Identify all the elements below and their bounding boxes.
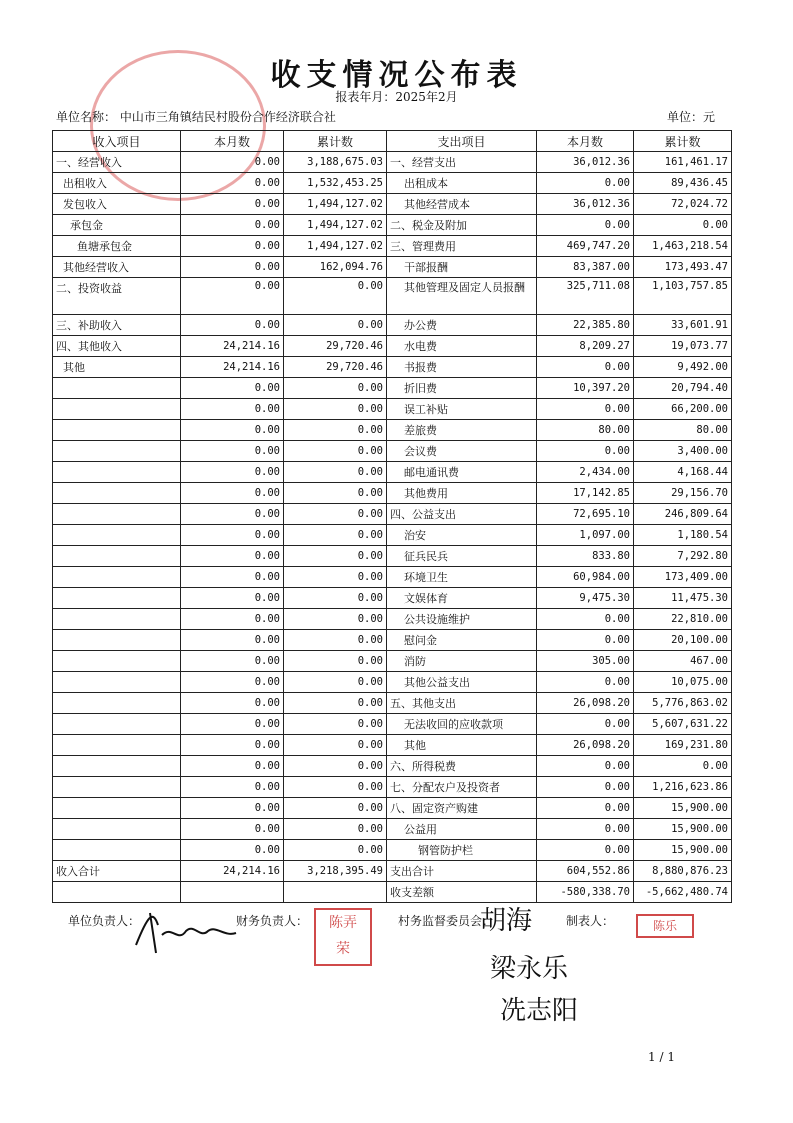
table-row	[53, 735, 732, 756]
cell-expense-cumulative: 19,073.77	[634, 336, 732, 357]
cell-income-month: 0.00	[181, 735, 284, 756]
cell-expense-item: 会议费	[387, 441, 537, 462]
cell-income-item	[53, 819, 181, 840]
cell-expense-item: 折旧费	[387, 378, 537, 399]
cell-income-cumulative: 1,494,127.02	[284, 194, 387, 215]
header-expense-item: 支出项目	[387, 131, 537, 152]
cell-income-cumulative: 0.00	[284, 420, 387, 441]
table-row	[53, 420, 732, 441]
cell-income-item	[53, 651, 181, 672]
header-income-month: 本月数	[181, 131, 284, 152]
table-row	[53, 152, 732, 173]
table-row	[53, 651, 732, 672]
table-row	[53, 630, 732, 651]
cell-expense-item: 办公费	[387, 315, 537, 336]
cell-income-item: 三、补助收入	[53, 315, 181, 336]
table-row	[53, 819, 732, 840]
table-row	[53, 714, 732, 735]
cell-income-month: 0.00	[181, 278, 284, 315]
cell-expense-cumulative: 1,180.54	[634, 525, 732, 546]
cell-income-month: 0.00	[181, 588, 284, 609]
cell-expense-item: 其他经营成本	[387, 194, 537, 215]
cell-expense-cumulative: 20,794.40	[634, 378, 732, 399]
cell-expense-month: 60,984.00	[537, 567, 634, 588]
cell-expense-month: 0.00	[537, 441, 634, 462]
unit-head-label: 单位负责人：	[68, 914, 141, 928]
cell-expense-month: 9,475.30	[537, 588, 634, 609]
cell-expense-item: 征兵民兵	[387, 546, 537, 567]
cell-income-item	[53, 483, 181, 504]
cell-income-month: 0.00	[181, 236, 284, 257]
table-row	[53, 609, 732, 630]
cell-expense-cumulative: 22,810.00	[634, 609, 732, 630]
cell-expense-item: 书报费	[387, 357, 537, 378]
cell-income-month: 0.00	[181, 399, 284, 420]
cell-income-item: 承包金	[53, 215, 181, 236]
cell-expense-cumulative: 1,216,623.86	[634, 777, 732, 798]
table-row	[53, 672, 732, 693]
cell-expense-cumulative: 80.00	[634, 420, 732, 441]
cell-expense-cumulative: 3,400.00	[634, 441, 732, 462]
cell-income-item	[53, 546, 181, 567]
cell-expense-month: 0.00	[537, 819, 634, 840]
preparer-label: 制表人：	[566, 914, 615, 928]
cell-income-month: 0.00	[181, 840, 284, 861]
cell-expense-cumulative: 5,776,863.02	[634, 693, 732, 714]
table-row	[53, 546, 732, 567]
cell-expense-cumulative: 4,168.44	[634, 462, 732, 483]
header-income-cumulative: 累计数	[284, 131, 387, 152]
cell-income-cumulative	[284, 882, 387, 903]
cell-expense-item: 公益用	[387, 819, 537, 840]
cell-expense-item: 文娱体育	[387, 588, 537, 609]
header-income-item: 收入项目	[53, 131, 181, 152]
cell-expense-cumulative: 20,100.00	[634, 630, 732, 651]
cell-expense-month: 26,098.20	[537, 693, 634, 714]
cell-income-cumulative: 0.00	[284, 630, 387, 651]
header-expense-cumulative: 累计数	[634, 131, 732, 152]
cell-expense-item: 其他费用	[387, 483, 537, 504]
cell-expense-cumulative: 66,200.00	[634, 399, 732, 420]
cell-expense-item: 五、其他支出	[387, 693, 537, 714]
cell-expense-month: 80.00	[537, 420, 634, 441]
cell-income-month: 0.00	[181, 546, 284, 567]
cell-expense-cumulative: 467.00	[634, 651, 732, 672]
unit-head-signature	[128, 905, 248, 955]
cell-income-cumulative: 0.00	[284, 483, 387, 504]
cell-income-cumulative: 0.00	[284, 735, 387, 756]
table-row	[53, 462, 732, 483]
cell-income-item	[53, 567, 181, 588]
cell-expense-item: 二、税金及附加	[387, 215, 537, 236]
cell-income-month: 24,214.16	[181, 357, 284, 378]
cell-expense-cumulative: 33,601.91	[634, 315, 732, 336]
cell-income-item	[53, 798, 181, 819]
cell-expense-item: 七、分配农户及投资者	[387, 777, 537, 798]
cell-expense-month: 83,387.00	[537, 257, 634, 278]
cell-income-cumulative: 0.00	[284, 525, 387, 546]
cell-income-month: 0.00	[181, 257, 284, 278]
cell-expense-month: 0.00	[537, 714, 634, 735]
table-row	[53, 278, 732, 315]
cell-income-item: 发包收入	[53, 194, 181, 215]
cell-income-month: 0.00	[181, 714, 284, 735]
cell-income-cumulative: 1,494,127.02	[284, 215, 387, 236]
cell-expense-month: -580,338.70	[537, 882, 634, 903]
cell-expense-item: 干部报酬	[387, 257, 537, 278]
cell-income-cumulative: 29,720.46	[284, 336, 387, 357]
cell-income-item	[53, 378, 181, 399]
cell-income-month: 24,214.16	[181, 861, 284, 882]
cell-expense-month: 0.00	[537, 672, 634, 693]
cell-expense-item: 支出合计	[387, 861, 537, 882]
cell-income-cumulative: 0.00	[284, 504, 387, 525]
cell-expense-cumulative: 0.00	[634, 756, 732, 777]
table-row	[53, 399, 732, 420]
table-row	[53, 357, 732, 378]
table-row	[53, 315, 732, 336]
table-row	[53, 441, 732, 462]
cell-income-month: 0.00	[181, 609, 284, 630]
cell-income-cumulative: 0.00	[284, 777, 387, 798]
page-number: 1 / 1	[648, 1050, 675, 1064]
cell-expense-month: 36,012.36	[537, 152, 634, 173]
cell-income-month: 0.00	[181, 567, 284, 588]
cell-expense-cumulative: 246,809.64	[634, 504, 732, 525]
cell-income-cumulative: 29,720.46	[284, 357, 387, 378]
table-row	[53, 756, 732, 777]
table-row	[53, 215, 732, 236]
cell-income-month: 0.00	[181, 420, 284, 441]
table-row	[53, 504, 732, 525]
cell-income-month: 0.00	[181, 525, 284, 546]
cell-expense-month: 604,552.86	[537, 861, 634, 882]
table-row	[53, 483, 732, 504]
cell-expense-item: 出租成本	[387, 173, 537, 194]
cell-income-cumulative: 0.00	[284, 798, 387, 819]
income-expense-table	[52, 130, 732, 903]
cell-expense-month: 0.00	[537, 798, 634, 819]
cell-income-month: 0.00	[181, 777, 284, 798]
cell-expense-item: 八、固定资产购建	[387, 798, 537, 819]
cell-income-month: 0.00	[181, 462, 284, 483]
cell-expense-month: 36,012.36	[537, 194, 634, 215]
cell-income-item	[53, 630, 181, 651]
cell-expense-item: 钢管防护栏	[387, 840, 537, 861]
cell-income-cumulative: 0.00	[284, 756, 387, 777]
cell-income-month: 0.00	[181, 693, 284, 714]
cell-expense-cumulative: 161,461.17	[634, 152, 732, 173]
cell-income-month: 0.00	[181, 630, 284, 651]
cell-income-month: 0.00	[181, 672, 284, 693]
cell-income-month: 0.00	[181, 215, 284, 236]
cell-expense-item: 差旅费	[387, 420, 537, 441]
cell-income-item	[53, 420, 181, 441]
supervision-signature-3: 冼志阳	[500, 996, 579, 1026]
cell-income-cumulative: 3,218,395.49	[284, 861, 387, 882]
table-row	[53, 378, 732, 399]
cell-income-item	[53, 525, 181, 546]
cell-expense-cumulative: 72,024.72	[634, 194, 732, 215]
cell-expense-item: 六、所得税费	[387, 756, 537, 777]
cell-expense-cumulative: 169,231.80	[634, 735, 732, 756]
table-header-row	[53, 131, 732, 152]
supervision-label: 村务监督委员会：	[398, 914, 495, 928]
cell-expense-month: 325,711.08	[537, 278, 634, 315]
cell-income-item	[53, 441, 181, 462]
cell-expense-cumulative: 15,900.00	[634, 840, 732, 861]
cell-expense-cumulative: 9,492.00	[634, 357, 732, 378]
cell-expense-item: 公共设施维护	[387, 609, 537, 630]
cell-income-cumulative: 0.00	[284, 278, 387, 315]
cell-income-cumulative: 3,188,675.03	[284, 152, 387, 173]
table-row	[53, 236, 732, 257]
cell-expense-item: 四、公益支出	[387, 504, 537, 525]
cell-income-item	[53, 735, 181, 756]
cell-expense-cumulative: 10,075.00	[634, 672, 732, 693]
cell-income-month: 0.00	[181, 483, 284, 504]
cell-expense-cumulative: 15,900.00	[634, 798, 732, 819]
cell-expense-month: 305.00	[537, 651, 634, 672]
cell-income-month: 0.00	[181, 152, 284, 173]
cell-income-item	[53, 672, 181, 693]
cell-expense-cumulative: 173,493.47	[634, 257, 732, 278]
cell-expense-cumulative: 1,463,218.54	[634, 236, 732, 257]
cell-income-cumulative: 0.00	[284, 462, 387, 483]
cell-expense-month: 0.00	[537, 173, 634, 194]
cell-income-item	[53, 777, 181, 798]
cell-income-month: 0.00	[181, 315, 284, 336]
supervision-signature-1: 胡海	[480, 906, 533, 936]
table-row	[53, 861, 732, 882]
cell-income-item	[53, 399, 181, 420]
cell-income-cumulative: 0.00	[284, 693, 387, 714]
cell-income-item	[53, 609, 181, 630]
cell-expense-item: 收支差额	[387, 882, 537, 903]
cell-income-cumulative: 0.00	[284, 819, 387, 840]
cell-expense-cumulative: 8,880,876.23	[634, 861, 732, 882]
cell-income-item	[53, 840, 181, 861]
cell-income-item: 出租收入	[53, 173, 181, 194]
cell-expense-item: 其他	[387, 735, 537, 756]
table-row	[53, 588, 732, 609]
page-title: 收支情况公布表	[270, 58, 523, 93]
cell-income-item: 四、其他收入	[53, 336, 181, 357]
cell-expense-month: 0.00	[537, 609, 634, 630]
cell-expense-item: 治安	[387, 525, 537, 546]
cell-expense-cumulative: 7,292.80	[634, 546, 732, 567]
cell-income-month: 0.00	[181, 441, 284, 462]
cell-income-cumulative: 0.00	[284, 588, 387, 609]
cell-income-month: 0.00	[181, 194, 284, 215]
cell-income-cumulative: 0.00	[284, 567, 387, 588]
cell-expense-item: 其他公益支出	[387, 672, 537, 693]
table-row	[53, 693, 732, 714]
cell-income-cumulative: 0.00	[284, 378, 387, 399]
table-body	[53, 152, 732, 903]
cell-expense-month: 1,097.00	[537, 525, 634, 546]
cell-expense-item: 一、经营支出	[387, 152, 537, 173]
cell-income-cumulative: 0.00	[284, 840, 387, 861]
cell-income-cumulative: 0.00	[284, 315, 387, 336]
cell-expense-month: 0.00	[537, 399, 634, 420]
cell-expense-item: 慰问金	[387, 630, 537, 651]
table-row	[53, 336, 732, 357]
cell-expense-month: 22,385.80	[537, 315, 634, 336]
cell-income-cumulative: 0.00	[284, 714, 387, 735]
cell-income-item	[53, 882, 181, 903]
cell-income-month: 0.00	[181, 504, 284, 525]
cell-expense-month: 469,747.20	[537, 236, 634, 257]
cell-income-item: 其他经营收入	[53, 257, 181, 278]
cell-income-item	[53, 693, 181, 714]
cell-income-item: 二、投资收益	[53, 278, 181, 315]
cell-income-item	[53, 504, 181, 525]
cell-expense-item: 无法收回的应收款项	[387, 714, 537, 735]
table-row	[53, 194, 732, 215]
cell-expense-month: 0.00	[537, 215, 634, 236]
cell-income-item	[53, 462, 181, 483]
cell-income-cumulative: 0.00	[284, 651, 387, 672]
cell-expense-month: 8,209.27	[537, 336, 634, 357]
cell-expense-item: 水电费	[387, 336, 537, 357]
cell-income-cumulative: 1,494,127.02	[284, 236, 387, 257]
report-date: 报表年月：2025年2月	[335, 90, 458, 104]
cell-expense-item: 消防	[387, 651, 537, 672]
cell-expense-month: 10,397.20	[537, 378, 634, 399]
finance-stamp: 陈弄 荣	[314, 908, 372, 966]
table-row	[53, 798, 732, 819]
cell-income-month: 0.00	[181, 798, 284, 819]
cell-income-month: 0.00	[181, 756, 284, 777]
preparer-stamp: 陈乐	[636, 914, 694, 938]
cell-income-month: 0.00	[181, 378, 284, 399]
cell-expense-item: 邮电通讯费	[387, 462, 537, 483]
cell-income-item: 一、经营收入	[53, 152, 181, 173]
cell-income-month	[181, 882, 284, 903]
cell-expense-cumulative: 29,156.70	[634, 483, 732, 504]
cell-expense-cumulative: 173,409.00	[634, 567, 732, 588]
cell-income-month: 24,214.16	[181, 336, 284, 357]
cell-income-month: 0.00	[181, 173, 284, 194]
cell-expense-month: 0.00	[537, 357, 634, 378]
cell-expense-cumulative: 1,103,757.85	[634, 278, 732, 315]
cell-expense-cumulative: 0.00	[634, 215, 732, 236]
cell-expense-item: 其他管理及固定人员报酬	[387, 278, 537, 315]
cell-expense-month: 17,142.85	[537, 483, 634, 504]
cell-expense-month: 0.00	[537, 777, 634, 798]
cell-income-month: 0.00	[181, 819, 284, 840]
cell-income-item: 鱼塘承包金	[53, 236, 181, 257]
table-row	[53, 882, 732, 903]
table-row	[53, 173, 732, 194]
finance-head-label: 财务负责人：	[236, 914, 309, 928]
cell-expense-cumulative: 5,607,631.22	[634, 714, 732, 735]
cell-expense-month: 833.80	[537, 546, 634, 567]
cell-expense-month: 0.00	[537, 840, 634, 861]
cell-expense-item: 三、管理费用	[387, 236, 537, 257]
table-row	[53, 840, 732, 861]
cell-income-cumulative: 0.00	[284, 672, 387, 693]
cell-expense-month: 0.00	[537, 630, 634, 651]
cell-income-item	[53, 714, 181, 735]
cell-income-cumulative: 0.00	[284, 441, 387, 462]
cell-income-cumulative: 0.00	[284, 546, 387, 567]
cell-income-item: 收入合计	[53, 861, 181, 882]
supervision-signature-2: 梁永乐	[490, 954, 569, 984]
cell-income-cumulative: 0.00	[284, 399, 387, 420]
cell-income-item: 其他	[53, 357, 181, 378]
table-row	[53, 777, 732, 798]
cell-income-cumulative: 162,094.76	[284, 257, 387, 278]
table-row	[53, 567, 732, 588]
cell-expense-item: 误工补贴	[387, 399, 537, 420]
cell-expense-month: 26,098.20	[537, 735, 634, 756]
cell-expense-item: 环境卫生	[387, 567, 537, 588]
cell-expense-month: 72,695.10	[537, 504, 634, 525]
cell-expense-month: 0.00	[537, 756, 634, 777]
cell-expense-cumulative: 11,475.30	[634, 588, 732, 609]
cell-income-cumulative: 1,532,453.25	[284, 173, 387, 194]
table-row	[53, 257, 732, 278]
header-expense-month: 本月数	[537, 131, 634, 152]
unit-name: 单位名称： 中山市三角镇结民村股份合作经济联合社	[56, 110, 336, 124]
cell-income-item	[53, 756, 181, 777]
cell-expense-cumulative: 15,900.00	[634, 819, 732, 840]
cell-expense-cumulative: -5,662,480.74	[634, 882, 732, 903]
table-row	[53, 525, 732, 546]
cell-expense-month: 2,434.00	[537, 462, 634, 483]
cell-income-month: 0.00	[181, 651, 284, 672]
cell-expense-cumulative: 89,436.45	[634, 173, 732, 194]
cell-income-item	[53, 588, 181, 609]
currency-unit: 单位：元	[666, 110, 715, 124]
cell-income-cumulative: 0.00	[284, 609, 387, 630]
